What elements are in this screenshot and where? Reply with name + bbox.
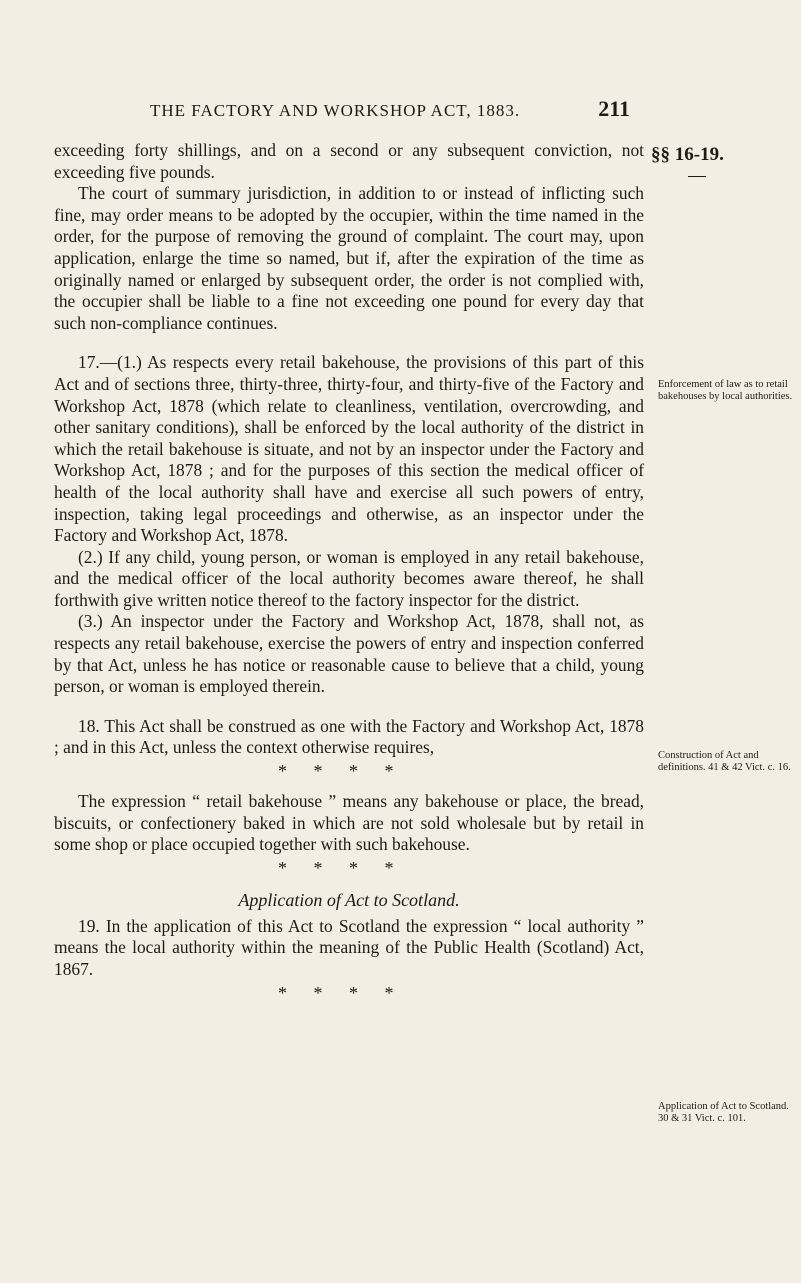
section-17-1: 17.—(1.) As respects every retail bakehouse, the provisions of this part of this Act and of sections three, thirty-three, thirty-four, and thirty-five of the Factory and Workshop Act, 1878 (which relate to cleanliness, ventilation, overcrowding, and other sanitary conditions), shall be enforced by the local authority of the district in which the retail bakehouse is situate, and not by an inspector under the Factory and Workshop Act, 1878 ; and for the purposes of this section the medical officer of health of the local authority shall have and exercise all such powers of entry, inspection, taking legal proceedings and otherwise, as an inspector under the Factory and Workshop Act, 1878. <box>54 352 644 546</box>
margin-note-17: Enforcement of law as to retail bakehouses by local authorities. <box>658 379 793 402</box>
section-19: 19. In the application of this Act to Scotland the expression “ local authority ” means the local authority within the meaning of the Public Health (Scotland) Act, 1867. <box>54 915 644 979</box>
paragraph-fine: exceeding forty shillings, and on a second or any subsequent conviction, not exceeding five pounds. <box>54 140 644 182</box>
body-text <box>54 140 644 1005</box>
definition-retail-bakehouse: The expression “ retail bakehouse ” means any bakehouse or place, the bread, biscuits, or confectionery baked in which are not sold wholesale but by retail in some shop or place occupied together with such bakehouse. <box>54 791 644 855</box>
spacer <box>54 334 644 352</box>
omission-stars: * * * * <box>278 761 394 782</box>
paragraph-court-order: The court of summary jurisdiction, in addition to or instead of inflicting such fine, may order means to be adopted by the occupier, within the time named in the order, for the purpose of removing the ground of complaint. The court may, upon application, enlarge the time so named, but if, after the expiration of the time as originally named or enlarged by subsequent order, the order is not complied with, the occupier shall be liable to a fine not exceeding one pound for every day that such non-compliance continues. <box>54 183 644 333</box>
spacer <box>54 783 644 791</box>
spacer <box>54 698 644 716</box>
running-title: THE FACTORY AND WORKSHOP ACT, 1883. <box>150 101 521 120</box>
page-number: 211 <box>598 96 630 121</box>
margin-section-range: §§ 16-19. <box>651 144 724 165</box>
heading-application-scotland: Application of Act to Scotland. <box>238 889 460 910</box>
section-17-3: (3.) An inspector under the Factory and Workshop Act, 1878, shall not, as respects any retail bakehouse, exercise the powers of entry and inspection conferred by that Act, unless he has notice or reasonable cause to believe that a child, young person, or woman is employed therein. <box>54 611 644 697</box>
margin-note-18: Construction of Act and definitions. 41 & 42 Vict. c. 16. <box>658 750 791 773</box>
section-18: 18. This Act shall be construed as one with the Factory and Workshop Act, 1878 ; and in this Act, unless the context otherwise requires, <box>54 715 644 758</box>
running-header <box>150 96 630 122</box>
section-17-2: (2.) If any child, young person, or woman is employed in any retail bakehouse, and the medical officer of the local authority becomes aware thereof, he shall forthwith give written notice thereof to the factory inspector for the district. <box>54 546 644 610</box>
omission-stars: * * * * <box>278 982 394 1003</box>
margin-dash <box>688 176 706 177</box>
omission-stars: * * * * <box>278 857 394 878</box>
margin-note-19: Application of Act to Scotland. 30 & 31 Vict. c. 101. <box>658 1101 789 1124</box>
